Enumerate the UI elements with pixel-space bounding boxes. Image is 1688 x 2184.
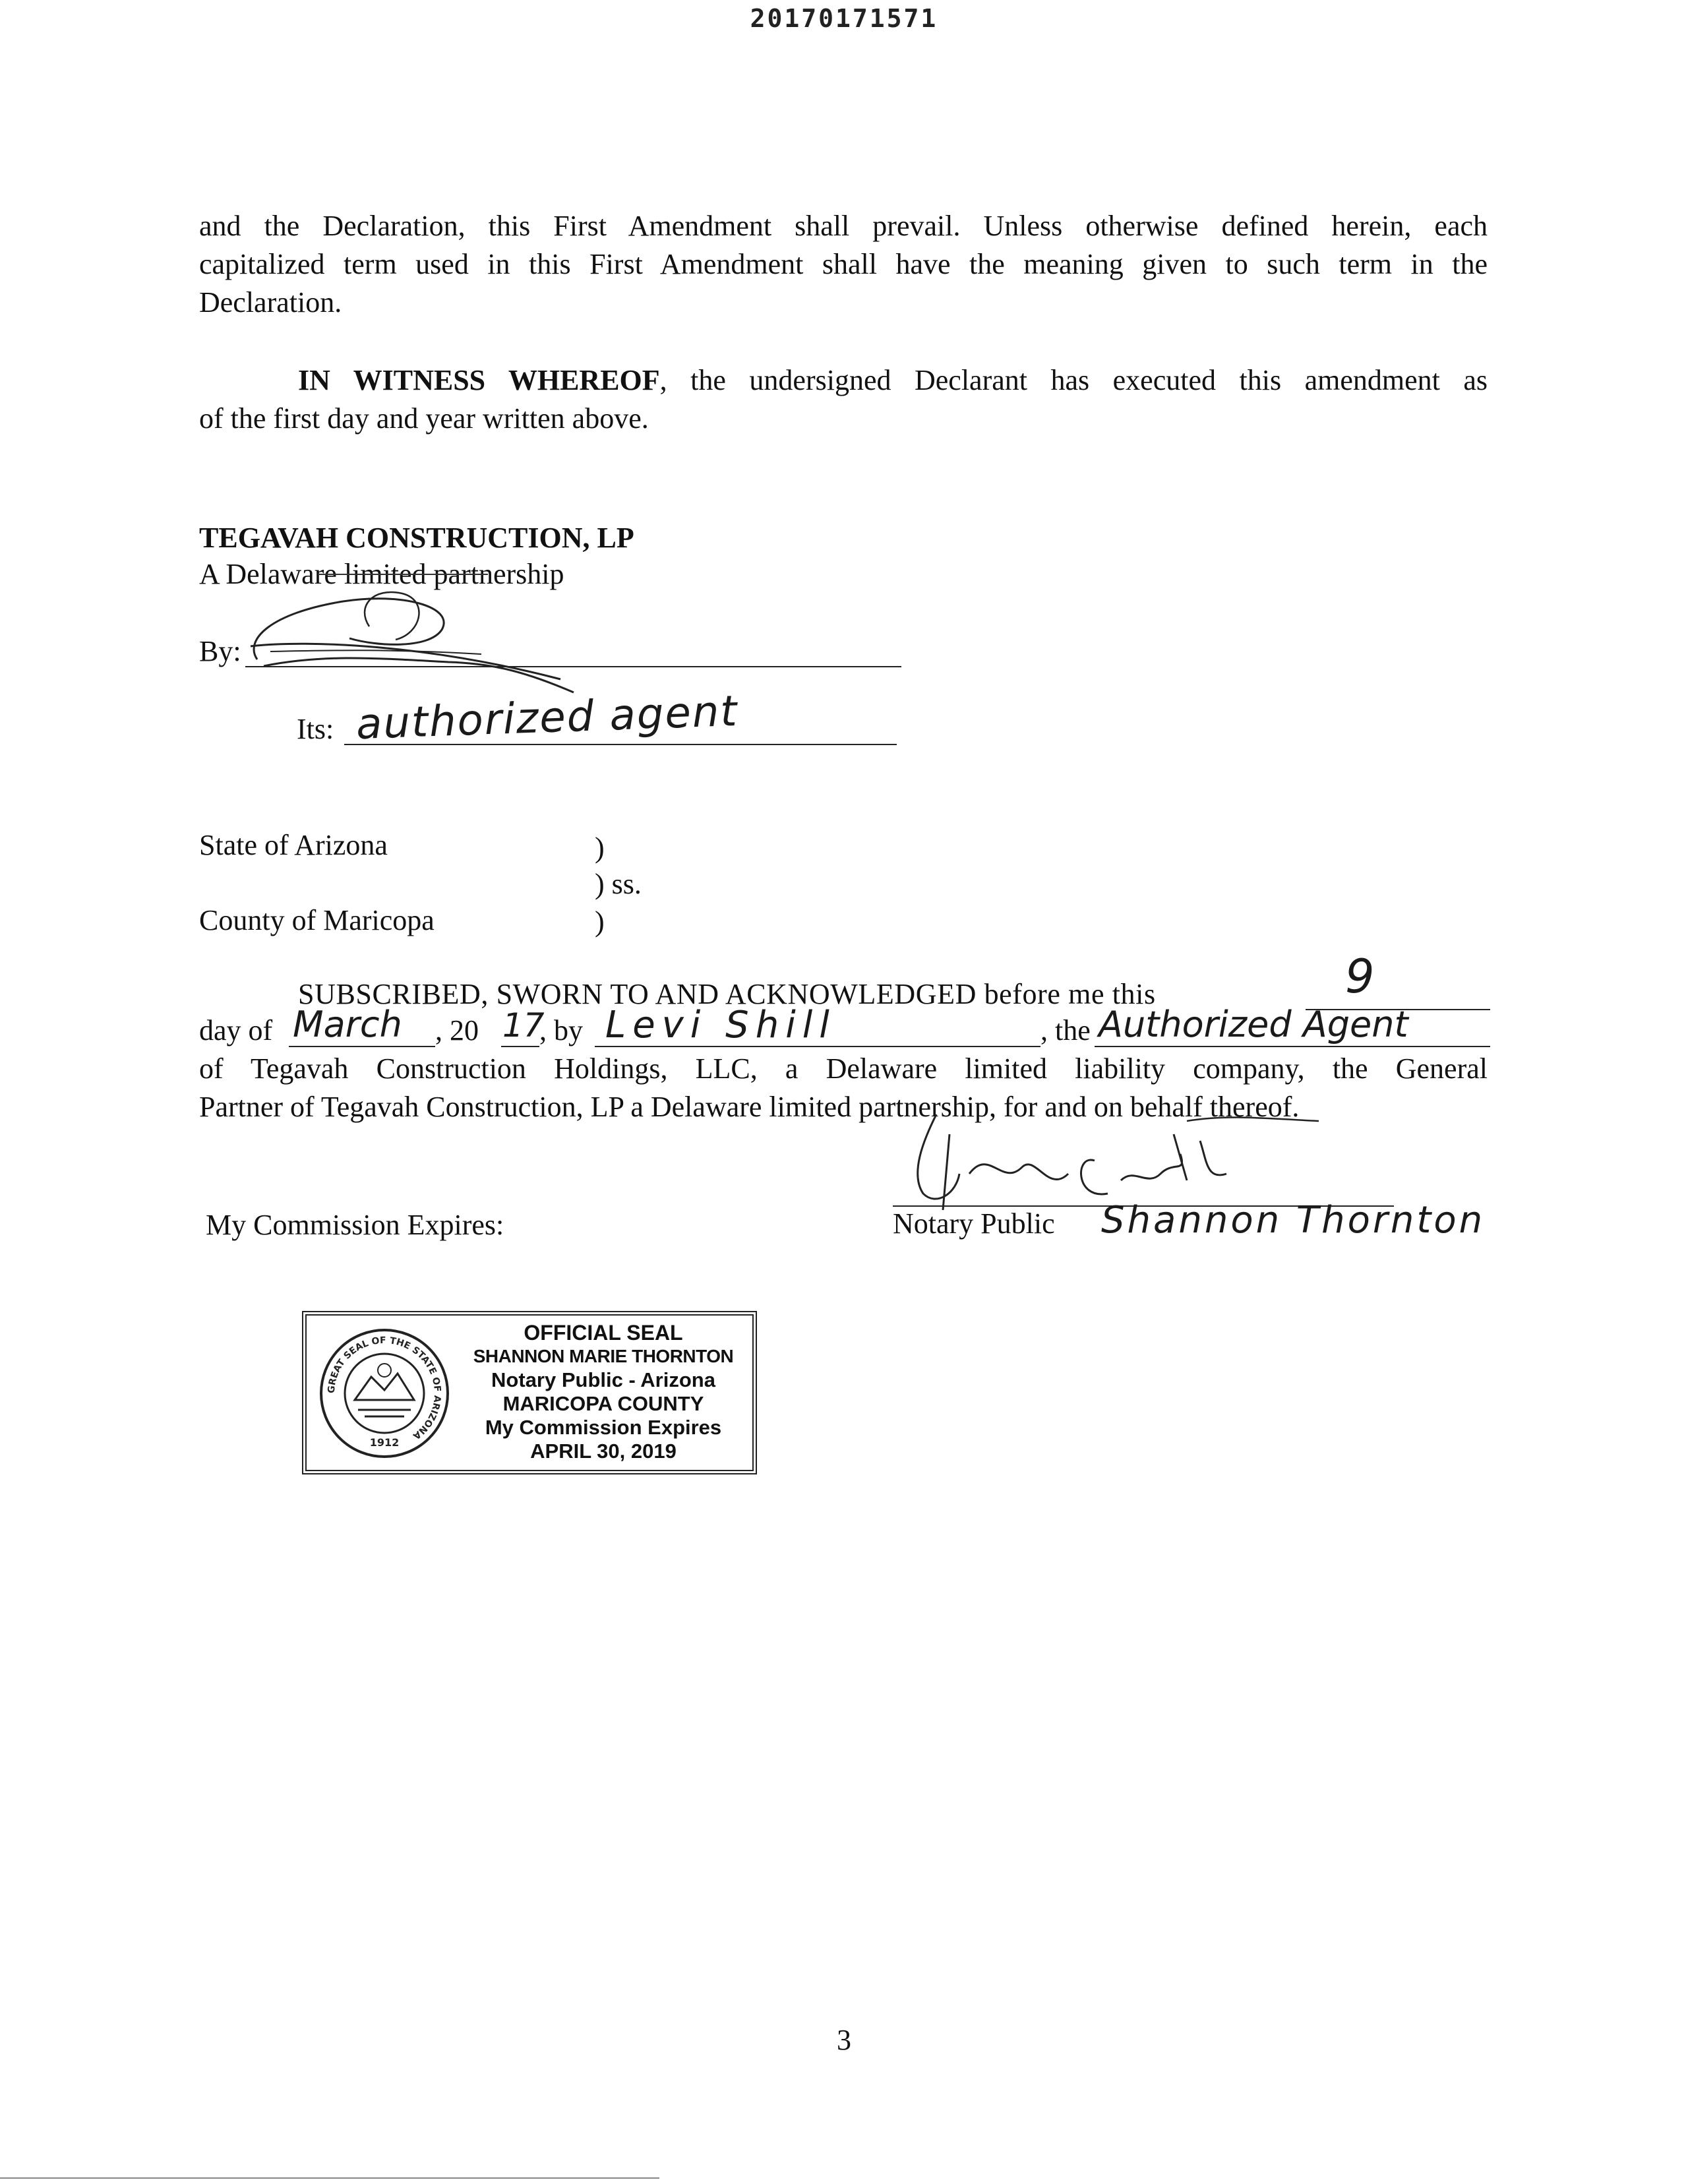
seal-emblem-year: 1912 bbox=[369, 1436, 400, 1449]
seal-expires-label: My Commission Expires bbox=[485, 1416, 722, 1439]
ack-day-handwritten: 9 bbox=[1345, 950, 1375, 1004]
ack-the: , the bbox=[1040, 1014, 1091, 1046]
witness-paragraph bbox=[199, 361, 1488, 438]
venue-paren-top: ) bbox=[595, 832, 605, 864]
scan-edge-line bbox=[0, 2177, 659, 2179]
company-name: TEGAVAH CONSTRUCTION, LP bbox=[199, 522, 634, 554]
seal-expires-date: APRIL 30, 2019 bbox=[530, 1440, 677, 1463]
ack-year-line bbox=[501, 1046, 539, 1047]
paragraph-line: Declaration. bbox=[199, 286, 342, 318]
notary-public-label: Notary Public bbox=[893, 1207, 1055, 1240]
ack-line3: of Tegavah Construction Holdings, LLC, a Delaware limited liability company, the General bbox=[199, 1052, 1488, 1085]
witness-text: , the undersigned Declarant has executed this amendment as bbox=[659, 364, 1488, 396]
venue-county: County of Maricopa bbox=[199, 904, 435, 936]
ack-line4: Partner of Tegavah Construction, LP a Delaware limited partnership, for and on behalf thereof. bbox=[199, 1091, 1300, 1123]
venue-state: State of Arizona bbox=[199, 829, 388, 861]
ack-year-handwritten: 17 bbox=[502, 1006, 545, 1045]
seal-text-block bbox=[458, 1321, 748, 1463]
seal-emblem-ring-text: GREAT SEAL OF THE STATE OF ARIZONA bbox=[326, 1335, 443, 1441]
ack-day-of: day of bbox=[199, 1014, 273, 1046]
paragraph-definitions bbox=[199, 207, 1488, 322]
document-recording-number: 20170171571 bbox=[750, 4, 938, 33]
ack-year-prefix: , 20 bbox=[435, 1014, 479, 1046]
commission-expires-label: My Commission Expires: bbox=[206, 1209, 504, 1241]
seal-notary-name: SHANNON MARIE THORNTON bbox=[473, 1346, 734, 1366]
ack-month-line bbox=[289, 1046, 435, 1047]
seal-notary-state: Notary Public - Arizona bbox=[491, 1368, 715, 1391]
ack-month-handwritten: March bbox=[293, 1004, 402, 1045]
ack-name-handwritten: Levi Shill bbox=[605, 1004, 836, 1046]
svg-text:GREAT SEAL OF THE STATE OF ARI bbox=[326, 1335, 442, 1441]
witness-heading: IN WITNESS WHEREOF bbox=[298, 364, 660, 396]
paragraph-line: and the Declaration, this First Amendment shall prevail. Unless otherwise defined herein, each bbox=[199, 210, 1488, 242]
official-seal-stamp bbox=[302, 1311, 757, 1474]
ack-by: , by bbox=[539, 1014, 583, 1046]
venue-ss: ) ss. bbox=[595, 868, 642, 900]
page-number: 3 bbox=[837, 2024, 851, 2056]
declarant-signature bbox=[231, 567, 600, 706]
seal-emblem bbox=[318, 1327, 450, 1459]
ack-title-handwritten: Authorized Agent bbox=[1099, 1004, 1408, 1045]
seal-title: OFFICIAL SEAL bbox=[524, 1321, 683, 1345]
by-label: By: bbox=[199, 635, 241, 667]
ack-title-line bbox=[1095, 1046, 1490, 1047]
its-handwritten-title: authorized agent bbox=[355, 686, 739, 750]
venue-paren-bottom: ) bbox=[595, 905, 605, 938]
witness-line bbox=[199, 361, 1488, 400]
ack-line1: SUBSCRIBED, SWORN TO AND ACKNOWLEDGED before me this bbox=[298, 978, 1156, 1010]
seal-county: MARICOPA COUNTY bbox=[502, 1392, 704, 1415]
paragraph-line: capitalized term used in this First Amendment shall have the meaning given to such term in the bbox=[199, 248, 1488, 280]
notary-printed-name-handwritten: Shannon Thornton bbox=[1101, 1199, 1486, 1242]
witness-line: of the first day and year written above. bbox=[199, 402, 649, 435]
company-type: A Delaware limited partnership bbox=[199, 558, 564, 590]
its-label: Its: bbox=[297, 713, 334, 745]
